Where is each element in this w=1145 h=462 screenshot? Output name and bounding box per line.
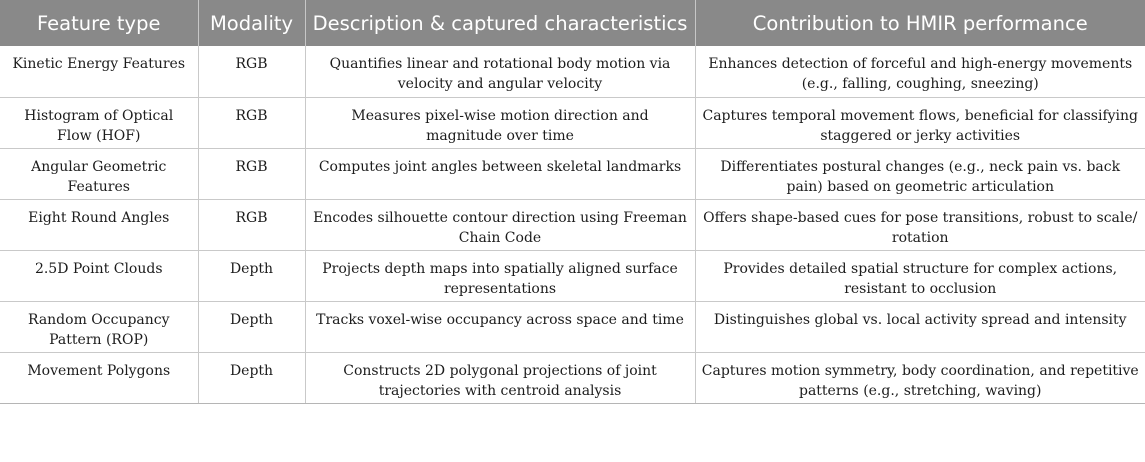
table-row bbox=[0, 250, 1145, 301]
cell-description: Projects depth maps into spatially aligned surface representations bbox=[305, 250, 695, 301]
cell-contribution: Enhances detection of forceful and high-energy movements (e.g., falling, coughing, sneezing) bbox=[695, 46, 1145, 97]
cell-feature-type: 2.5D Point Clouds bbox=[0, 250, 198, 301]
cell-contribution: Distinguishes global vs. local activity spread and intensity bbox=[695, 301, 1145, 352]
table-row bbox=[0, 301, 1145, 352]
cell-feature-type: Movement Polygons bbox=[0, 352, 198, 403]
table-row bbox=[0, 148, 1145, 199]
cell-contribution: Provides detailed spatial structure for complex actions, resistant to occlusion bbox=[695, 250, 1145, 301]
cell-contribution: Offers shape-based cues for pose transitions, robust to scale/ rotation bbox=[695, 199, 1145, 250]
cell-modality: RGB bbox=[198, 148, 305, 199]
cell-description: Computes joint angles between skeletal landmarks bbox=[305, 148, 695, 199]
table-row bbox=[0, 46, 1145, 97]
cell-description: Quantifies linear and rotational body motion via velocity and angular velocity bbox=[305, 46, 695, 97]
header-description: Description & captured characteristics bbox=[305, 0, 695, 46]
cell-contribution: Captures temporal movement flows, beneficial for classifying staggered or jerky activities bbox=[695, 97, 1145, 148]
cell-feature-type: Eight Round Angles bbox=[0, 199, 198, 250]
cell-modality: Depth bbox=[198, 250, 305, 301]
cell-feature-type: Angular Geometric Features bbox=[0, 148, 198, 199]
table-row bbox=[0, 199, 1145, 250]
table-row bbox=[0, 352, 1145, 403]
cell-feature-type: Histogram of Optical Flow (HOF) bbox=[0, 97, 198, 148]
table-header-row bbox=[0, 0, 1145, 46]
cell-modality: RGB bbox=[198, 46, 305, 97]
cell-modality: RGB bbox=[198, 199, 305, 250]
cell-modality: Depth bbox=[198, 301, 305, 352]
header-feature-type: Feature type bbox=[0, 0, 198, 46]
cell-description: Encodes silhouette contour direction using Freeman Chain Code bbox=[305, 199, 695, 250]
cell-feature-type: Kinetic Energy Features bbox=[0, 46, 198, 97]
cell-feature-type: Random Occupancy Pattern (ROP) bbox=[0, 301, 198, 352]
table-row bbox=[0, 97, 1145, 148]
cell-description: Tracks voxel-wise occupancy across space and time bbox=[305, 301, 695, 352]
cell-contribution: Captures motion symmetry, body coordination, and repetitive patterns (e.g., stretching, waving) bbox=[695, 352, 1145, 403]
cell-description: Constructs 2D polygonal projections of joint trajectories with centroid analysis bbox=[305, 352, 695, 403]
cell-description: Measures pixel-wise motion direction and magnitude over time bbox=[305, 97, 695, 148]
cell-modality: RGB bbox=[198, 97, 305, 148]
header-contribution: Contribution to HMIR performance bbox=[695, 0, 1145, 46]
header-modality: Modality bbox=[198, 0, 305, 46]
cell-contribution: Differentiates postural changes (e.g., neck pain vs. back pain) based on geometric articulation bbox=[695, 148, 1145, 199]
cell-modality: Depth bbox=[198, 352, 305, 403]
